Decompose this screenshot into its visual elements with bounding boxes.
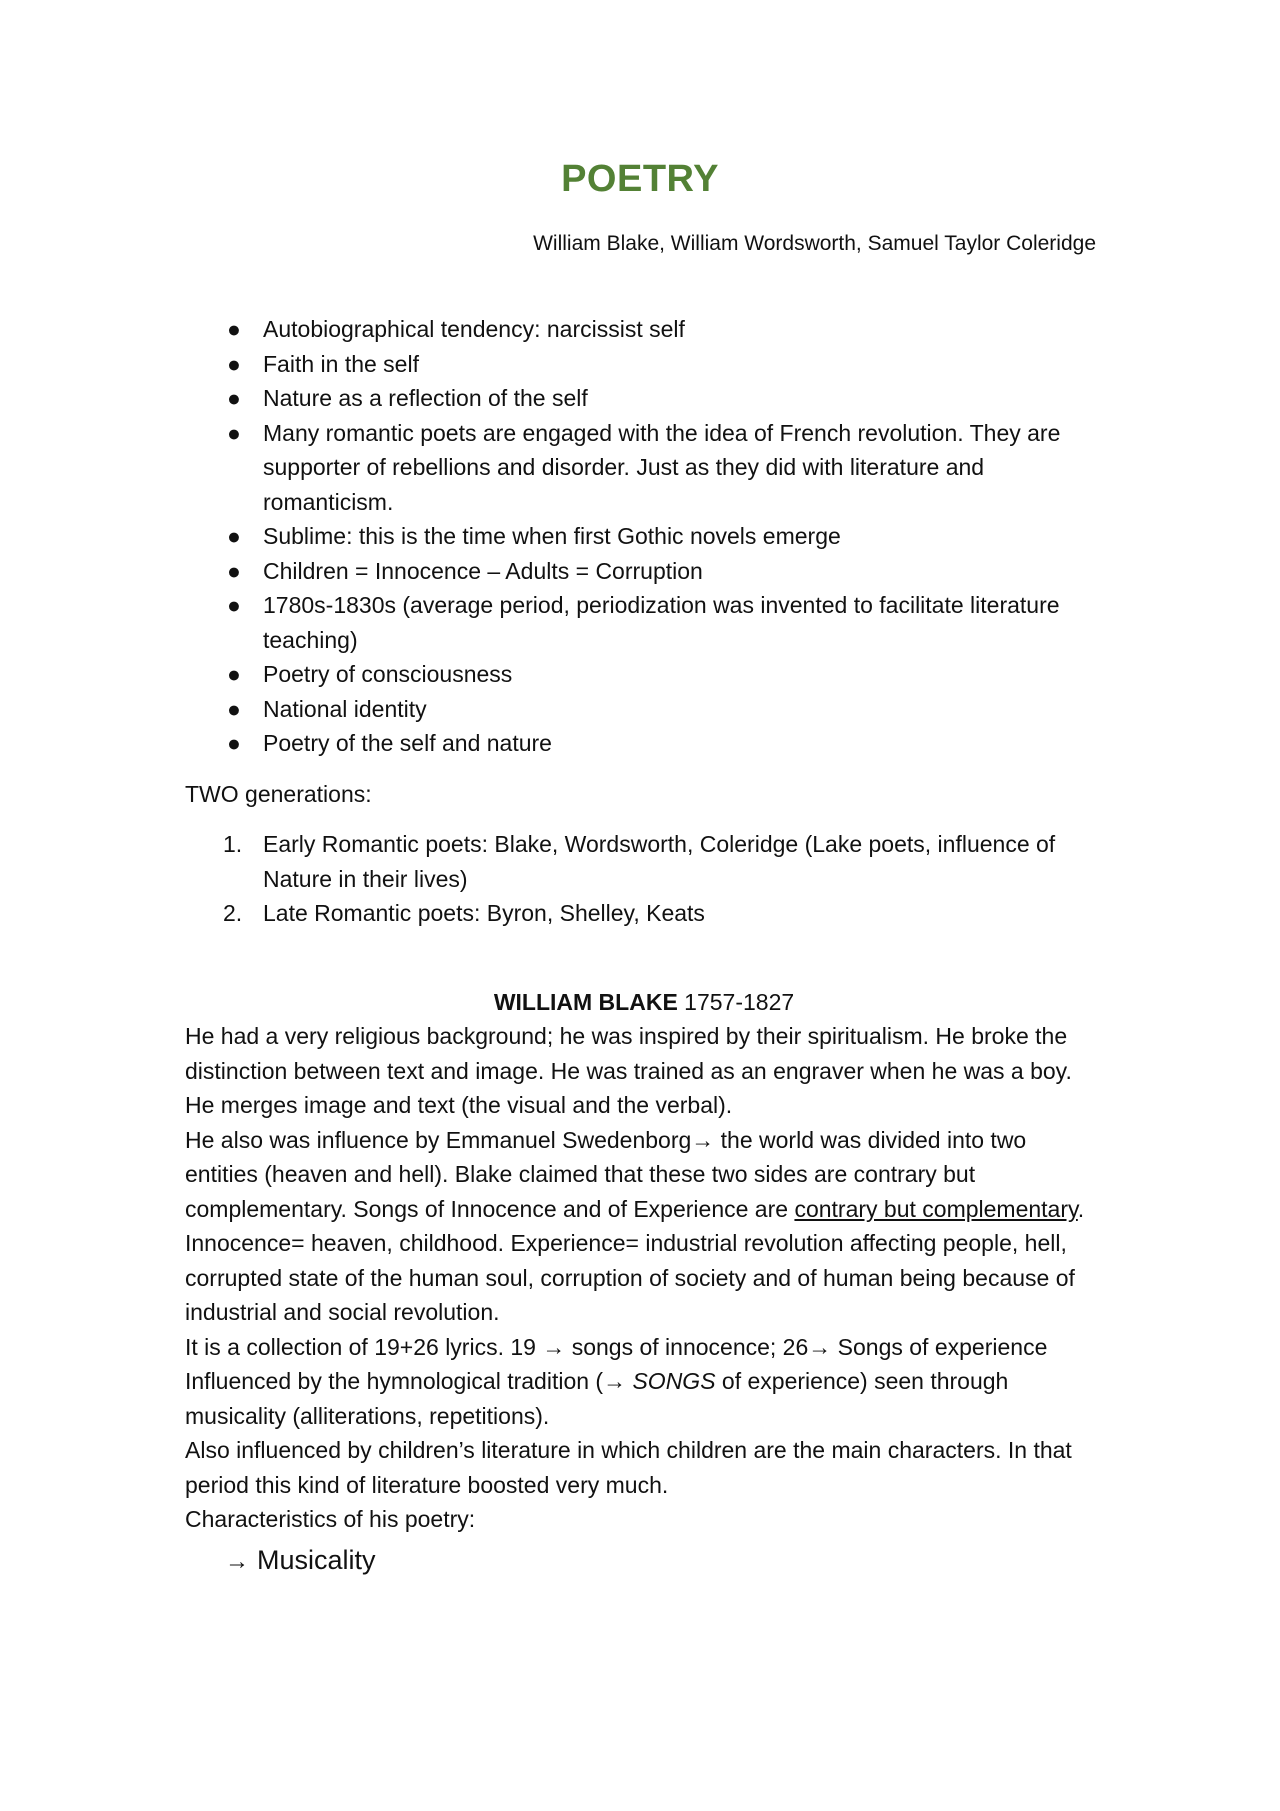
section-heading-years: 1757-1827 [677, 988, 795, 1015]
list-item: ● Autobiographical tendency: narcissist self [185, 312, 1103, 347]
list-item: ● Poetry of the self and nature [185, 726, 1103, 761]
arrow-list-item: → Musicality [225, 1544, 376, 1575]
generations-heading: TWO generations: [185, 780, 372, 807]
page-title: POETRY [561, 158, 719, 200]
italic-text: SONGS [632, 1368, 716, 1394]
list-item: ● Sublime: this is the time when first Gothic novels emerge [185, 519, 1103, 554]
section-heading [185, 985, 1103, 1020]
bullet-icon: ● [227, 350, 241, 377]
paragraph: He also was influence by Emmanuel Swedenborg→ the world was divided into two entities (heaven and hell). Blake claimed that these two sides are contrary but complementary. Songs of Innocence and of Experience are contrary but complementary. [185, 1126, 1085, 1222]
list-item: ● Faith in the self [185, 347, 1103, 382]
paragraph: Characteristics of his poetry: [185, 1506, 476, 1532]
list-item: ● Poetry of consciousness [185, 657, 1103, 692]
underlined-text: contrary but complementary [794, 1195, 1078, 1222]
bullet-icon: ● [227, 316, 241, 342]
bullet-icon: ● [227, 385, 241, 411]
authors-line: William Blake, William Wordsworth, Samuel Taylor Coleridge [533, 232, 1096, 255]
generations-list [185, 827, 1103, 931]
bullet-icon: ● [227, 592, 241, 618]
paragraph: He had a very religious background; he was inspired by their spiritualism. He broke the distinction between text and image. He was trained as an engraver when he was a boy. He merges image and text (the visual and the verbal). [185, 1023, 1072, 1118]
paragraph: Influenced by the hymnological tradition (→ SONGS of experience) seen through musicality (alliterations, repetitions). [185, 1368, 1009, 1429]
list-item: ● Nature as a reflection of the self [185, 381, 1103, 416]
bullet-icon: ● [227, 695, 241, 722]
list-number: 1. [223, 831, 243, 857]
bullet-icon: ● [227, 557, 241, 584]
list-item: ● Children = Innocence – Adults = Corruption [185, 554, 1103, 589]
list-item: ● National identity [185, 692, 1103, 727]
bullet-icon: ● [227, 419, 241, 446]
paragraph: Innocence= heaven, childhood. Experience= industrial revolution affecting people, hell, corrupted state of the human soul, corruption of society and of human being because of industrial and social revolution. [185, 1230, 1075, 1325]
bullet-icon: ● [227, 661, 241, 687]
bullet-icon: ● [227, 730, 241, 756]
list-number: 2. [223, 900, 243, 926]
list-item: ● 1780s-1830s (average period, periodization was invented to facilitate literature teaching) [185, 588, 1103, 657]
list-item: ● Many romantic poets are engaged with the idea of French revolution. They are supporter of rebellions and disorder. Just as they did with literature and romanticism. [185, 416, 1103, 520]
paragraph: Also influenced by children’s literature in which children are the main characters. In that period this kind of literature boosted very much. [185, 1437, 1072, 1498]
list-item: 1. Early Romantic poets: Blake, Wordsworth, Coleridge (Lake poets, influence of Nature in their lives) [185, 827, 1103, 896]
document-body [185, 312, 1103, 1579]
list-item: 2. Late Romantic poets: Byron, Shelley, Keats [185, 896, 1103, 931]
right-arrow-icon: → [225, 1547, 249, 1575]
features-list [185, 312, 1103, 761]
bullet-icon: ● [227, 523, 241, 549]
section-heading-name: WILLIAM BLAKE [493, 988, 678, 1015]
paragraph: It is a collection of 19+26 lyrics. 19 → songs of innocence; 26→ Songs of experience [185, 1333, 1048, 1360]
